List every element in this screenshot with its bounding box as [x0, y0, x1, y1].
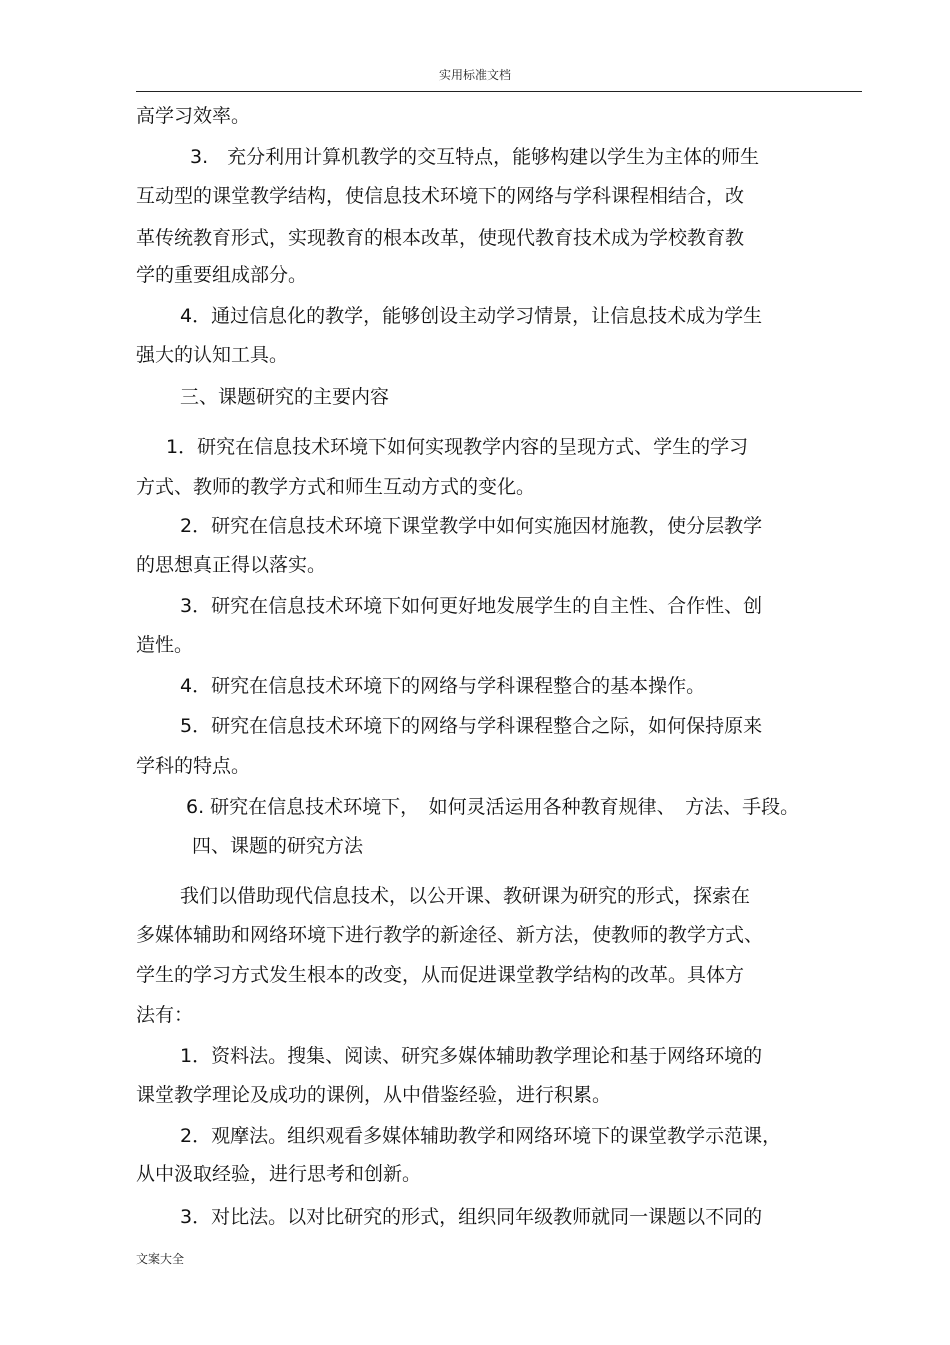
page-footer: 文案大全: [136, 1252, 185, 1266]
text-line: 方式、教师的教学方式和师生互动方式的变化。: [136, 476, 536, 498]
text-line: 5．研究在信息技术环境下的网络与学科课程整合之际，如何保持原来: [180, 715, 763, 737]
text-line: 强大的认知工具。: [136, 344, 289, 366]
section-heading: 四、课题的研究方法: [192, 835, 364, 857]
text-line: 3. 充分利用计算机教学的交互特点，能够构建以学生为主体的师生: [190, 146, 760, 168]
text-line: 造性。: [136, 634, 194, 656]
text-line: 多媒体辅助和网络环境下进行教学的新途径、新方法，使教师的教学方式、: [136, 924, 764, 946]
header-rule: [136, 91, 862, 92]
text-line: 课堂教学理论及成功的课例，从中借鉴经验，进行积累。: [136, 1084, 612, 1106]
text-line: 3．研究在信息技术环境下如何更好地发展学生的自主性、合作性、创: [180, 595, 763, 617]
text-line: 的思想真正得以落实。: [136, 554, 327, 576]
text-line: 4．通过信息化的教学，能够创设主动学习情景，让信息技术成为学生: [180, 305, 763, 327]
text-line: 2．观摩法。组织观看多媒体辅助教学和网络环境下的课堂教学示范课，: [180, 1125, 782, 1147]
text-line: 学的重要组成部分。: [136, 264, 308, 286]
text-line: 高学习效率。: [136, 105, 251, 127]
text-line: 法有：: [136, 1004, 194, 1026]
text-line: 4．研究在信息技术环境下的网络与学科课程整合的基本操作。: [180, 675, 706, 697]
text-line: 从中汲取经验，进行思考和创新。: [136, 1163, 422, 1185]
section-heading: 三、课题研究的主要内容: [180, 386, 390, 408]
text-line: 2．研究在信息技术环境下课堂教学中如何实施因材施教，使分层教学: [180, 515, 763, 537]
text-line: 我们以借助现代信息技术，以公开课、教研课为研究的形式，探索在: [180, 885, 751, 907]
text-line: 学生的学习方式发生根本的改变，从而促进课堂教学结构的改革。具体方: [136, 964, 745, 986]
text-line: 革传统教育形式，实现教育的根本改革，使现代教育技术成为学校教育教: [136, 227, 745, 249]
text-line: 互动型的课堂教学结构，使信息技术环境下的网络与学科课程相结合，改: [136, 185, 745, 207]
text-line: 学科的特点。: [136, 755, 251, 777]
text-line: 1．研究在信息技术环境下如何实现教学内容的呈现方式、学生的学习: [166, 436, 749, 458]
header-title: 实用标准文档: [438, 68, 511, 82]
text-line: 6. 研究在信息技术环境下， 如何灵活运用各种教育规律、 方法、手段。: [186, 796, 800, 818]
text-line: 3．对比法。以对比研究的形式，组织同年级教师就同一课题以不同的: [180, 1206, 763, 1228]
text-line: 1．资料法。搜集、阅读、研究多媒体辅助教学理论和基于网络环境的: [180, 1045, 763, 1067]
